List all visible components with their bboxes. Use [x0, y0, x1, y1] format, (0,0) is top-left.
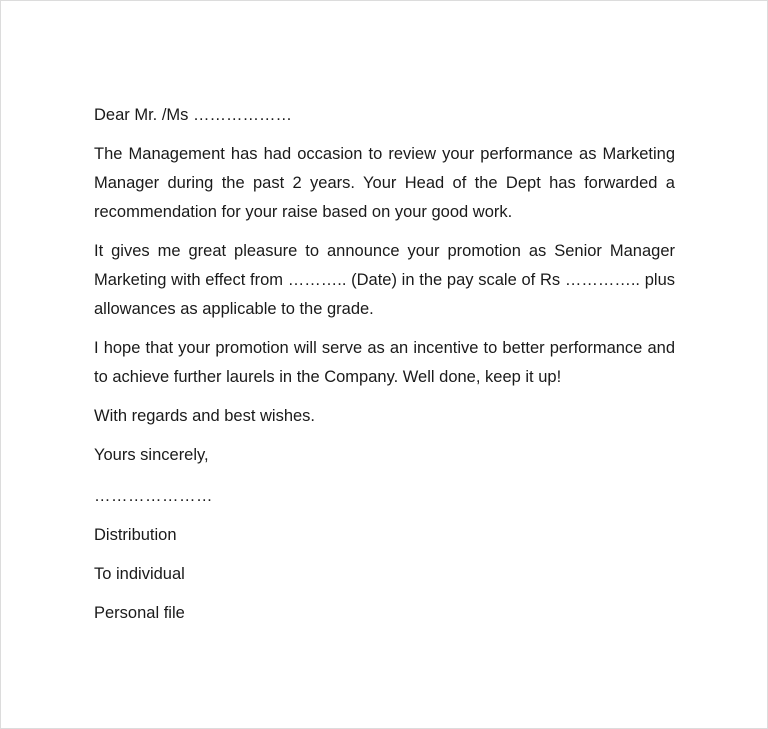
paragraph-promotion-announcement: It gives me great pleasure to announce your promotion as Senior Manager Marketing with effect from ……….. (Date) in the pay scale of Rs ………….. plus allowances as applicable to the grade. [94, 242, 675, 318]
paragraph-performance-review: The Management has had occasion to review your performance as Marketing Manager during the past 2 years. Your Head of the Dept has forwarded a recommendation for your raise based on your good work. [94, 145, 675, 221]
paragraph-encouragement: I hope that your promotion will serve as an incentive to better performance and to achieve further laurels in the Company. Well done, keep it up! [94, 339, 675, 386]
letter-body [94, 101, 675, 628]
closing-sincerely: Yours sincerely, [94, 446, 209, 464]
salutation: Dear Mr. /Ms ……………… [94, 106, 293, 124]
distribution-heading: Distribution [94, 526, 177, 544]
signature-placeholder: ………………… [94, 487, 213, 505]
distribution-item-individual: To individual [94, 565, 185, 583]
distribution-item-personal-file: Personal file [94, 604, 185, 622]
closing-regards: With regards and best wishes. [94, 407, 316, 425]
